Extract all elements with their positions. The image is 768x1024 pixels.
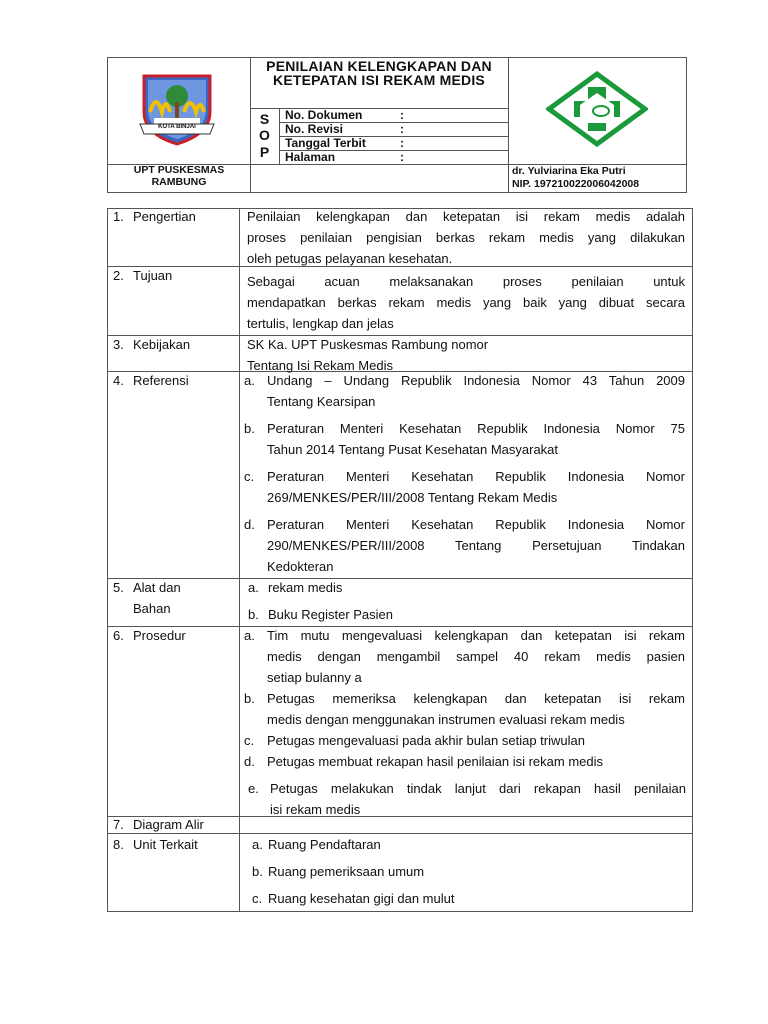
section-label-pengertian: 1. Pengertian [113,209,196,224]
referensi-d-letter: d. [244,517,255,532]
pengertian-line-2: proses penilaian pengisian berkas rekam medis yang dilakukan [247,230,685,245]
section-label-prosedur: 6. Prosedur [113,628,186,643]
tujuan-line-1: Sebagai acuan melaksanakan proses penilaian untuk [247,274,685,289]
prosedur-b-line-2: medis dengan menggunakan instrumen evaluasi rekam medis [267,712,625,727]
section-label-unit: 8. Unit Terkait [113,837,198,852]
unit-a-text: Ruang Pendaftaran [268,837,381,852]
section-label-alat: 5. Alat dan [113,580,181,595]
alat-a-letter: a. [248,580,259,595]
sop-content-table [107,208,693,912]
header-divider-right [508,57,509,193]
prosedur-d-letter: d. [244,754,255,769]
sop-label-tanggal-terbit: Tanggal Terbit [285,136,366,150]
referensi-b-line-2: Tahun 2014 Tentang Pusat Kesehatan Masyarakat [267,442,559,457]
sop-label-no-revisi: No. Revisi [285,122,344,136]
section-label-diagram: 7. Diagram Alir [113,817,204,832]
kebijakan-line-1: SK Ka. UPT Puskesmas Rambung nomor [247,337,489,352]
pengertian-line-1: Penilaian kelengkapan dan ketepatan isi rekam medis adalah [247,209,685,224]
head-nip: NIP. 197210022006042008 [512,178,640,190]
referensi-a-line-1: Undang – Undang Republik Indonesia Nomor 43 Tahun 2009 [267,373,685,388]
referensi-d-line-1: Peraturan Menteri Kesehatan Republik Indonesia Nomor [267,517,685,532]
pengertian-line-3: oleh petugas pelayanan kesehatan. [247,251,453,266]
prosedur-b-line-1: Petugas memeriksa kelengkapan dan ketepatan isi rekam [267,691,685,706]
referensi-c-line-1: Peraturan Menteri Kesehatan Republik Indonesia Nomor [267,469,685,484]
unit-c-letter: c. [252,891,263,906]
table-column-divider [239,208,240,912]
header-divider-left [250,57,251,193]
unit-c-text: Ruang kesehatan gigi dan mulut [268,891,455,906]
prosedur-c-letter: c. [244,733,255,748]
referensi-a-letter: a. [244,373,255,388]
referensi-c-line-2: 269/MENKES/PER/III/2008 Tentang Rekam Medis [267,490,558,505]
prosedur-e-line-1: Petugas melakukan tindak lanjut dari rekapan hasil penilaian [270,781,686,796]
section-label-tujuan: 2. Tujuan [113,268,173,283]
prosedur-a-line-2: medis dengan mengambil sampel 40 rekam medis pasien [267,649,685,664]
prosedur-a-line-3: setiap bulanny a [267,670,362,685]
sop-label-halaman: Halaman [285,150,336,164]
unit-b-letter: b. [252,864,263,879]
referensi-b-letter: b. [244,421,255,436]
prosedur-a-letter: a. [244,628,255,643]
city-emblem-text: KOTA BINJAI [158,124,196,130]
sop-letter-o: O [259,127,270,143]
sop-value-halaman: : [400,150,404,164]
city-emblem-logo [134,72,220,148]
referensi-a-line-2: Tentang Kearsipan [267,394,376,409]
alat-b-text: Buku Register Pasien [268,607,394,622]
document-title: PENILAIAN KELENGKAPAN DAN KETEPATAN ISI REKAM MEDIS [266,58,492,88]
org-name: UPT PUSKESMAS RAMBUNG [133,164,225,188]
section-label-kebijakan: 3. Kebijakan [113,337,191,352]
section-label-bahan: Bahan [133,601,171,616]
prosedur-c-line-1: Petugas mengevaluasi pada akhir bulan setiap triwulan [267,733,585,748]
prosedur-d-line-1: Petugas membuat rekapan hasil penilaian isi rekam medis [267,754,604,769]
row-divider-4 [107,578,693,579]
sop-letter-p: P [259,144,270,160]
referensi-d-line-2: 290/MENKES/PER/III/2008 Tentang Persetujuan Tindakan [267,538,685,553]
tujuan-line-2: mendapatkan berkas rekam medis yang baik yang dibuat secara [247,295,685,310]
kebijakan-line-2: Tentang Isi Rekam Medis [247,358,393,373]
prosedur-e-letter: e. [248,781,259,796]
sop-value-no-revisi: : [400,122,404,136]
sop-value-tanggal-terbit: : [400,136,404,150]
referensi-d-line-3: Kedokteran [267,559,334,574]
unit-b-text: Ruang pemeriksaan umum [268,864,425,879]
alat-b-letter: b. [248,607,259,622]
referensi-b-line-1: Peraturan Menteri Kesehatan Republik Indonesia Nomor 75 [267,421,685,436]
tujuan-line-3: tertulis, lengkap dan jelas [247,316,394,331]
prosedur-e-line-2: isi rekam medis [270,802,361,817]
head-name: dr. Yulviarina Eka Putri [512,165,626,177]
alat-a-text: rekam medis [268,580,343,595]
unit-a-letter: a. [252,837,263,852]
prosedur-b-letter: b. [244,691,255,706]
sop-label-no-dokumen: No. Dokumen [285,108,363,122]
prosedur-a-line-1: Tim mutu mengevaluasi kelengkapan dan ketepatan isi rekam [267,628,685,643]
puskesmas-logo [546,71,648,147]
sop-value-no-dokumen: : [400,108,404,122]
sop-letter-s: S [259,111,270,127]
section-label-referensi: 4. Referensi [113,373,189,388]
referensi-c-letter: c. [244,469,255,484]
